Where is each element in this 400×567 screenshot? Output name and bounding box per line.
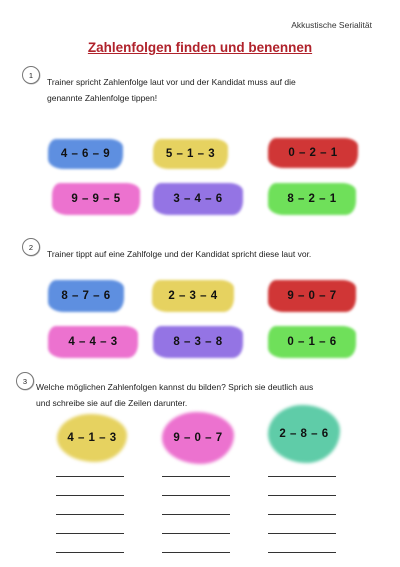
number-card-label: 0 – 2 – 1 <box>288 147 338 159</box>
number-bubble-teal <box>268 405 340 463</box>
number-card-pink[interactable] <box>52 183 140 215</box>
answer-line[interactable] <box>162 533 230 534</box>
number-card-label: 0 – 1 – 6 <box>287 336 337 348</box>
section-1-number: 1 <box>22 66 40 84</box>
number-card-red[interactable] <box>268 138 358 168</box>
number-card-label: 2 – 3 – 4 <box>168 290 218 302</box>
section-3-instruction-line1: Welche möglichen Zahlenfolgen kannst du bilden? Sprich sie deutlich aus <box>36 382 314 392</box>
answer-line[interactable] <box>162 514 230 515</box>
section-1-instruction-line1: Trainer spricht Zahlenfolge laut vor und der Kandidat muss auf die <box>47 77 296 87</box>
number-card-red[interactable] <box>268 280 356 312</box>
answer-line[interactable] <box>268 495 336 496</box>
number-bubble-yellow <box>57 414 127 462</box>
answer-line[interactable] <box>56 476 124 477</box>
number-card-green[interactable] <box>268 183 356 215</box>
number-card-yellow[interactable] <box>153 139 228 169</box>
number-card-blue[interactable] <box>48 280 124 312</box>
answer-line[interactable] <box>162 552 230 553</box>
section-1-instruction <box>47 74 296 106</box>
section-1-instruction-line2: genannte Zahlenfolge tippen! <box>47 93 158 103</box>
number-bubble-pink <box>162 412 234 464</box>
number-card-label: 3 – 4 – 6 <box>173 193 223 205</box>
number-card-blue[interactable] <box>48 139 123 169</box>
answer-line[interactable] <box>56 495 124 496</box>
answer-line[interactable] <box>268 533 336 534</box>
section-2-number: 2 <box>22 238 40 256</box>
number-bubble-label: 2 – 8 – 6 <box>279 428 329 440</box>
number-bubble-label: 4 – 1 – 3 <box>67 432 117 444</box>
header-note: Akkustische Serialität <box>291 20 372 30</box>
number-card-label: 8 – 7 – 6 <box>61 290 111 302</box>
number-card-purple[interactable] <box>153 326 243 358</box>
number-card-green[interactable] <box>268 326 356 358</box>
number-card-label: 5 – 1 – 3 <box>165 148 216 160</box>
answer-line[interactable] <box>56 552 124 553</box>
answer-line[interactable] <box>56 533 124 534</box>
number-card-purple[interactable] <box>153 183 243 215</box>
section-3-instruction-line2: und schreibe sie auf die Zeilen darunter. <box>36 398 188 408</box>
answer-line[interactable] <box>56 514 124 515</box>
answer-line[interactable] <box>268 552 336 553</box>
answer-line[interactable] <box>162 495 230 496</box>
number-card-yellow[interactable] <box>152 280 234 312</box>
number-bubble-label: 9 – 0 – 7 <box>173 432 223 444</box>
answer-line[interactable] <box>268 514 336 515</box>
answer-line[interactable] <box>268 476 336 477</box>
number-card-pink[interactable] <box>48 326 138 358</box>
section-2-instruction: Trainer tippt auf eine Zahlfolge und der Kandidat spricht diese laut vor. <box>47 249 312 259</box>
page-title: Zahlenfolgen finden und benennen <box>87 40 313 55</box>
answer-line[interactable] <box>162 476 230 477</box>
number-card-label: 8 – 3 – 8 <box>173 336 223 348</box>
section-3-number: 3 <box>16 372 34 390</box>
number-card-label: 8 – 2 – 1 <box>287 193 337 205</box>
number-card-label: 9 – 9 – 5 <box>71 193 121 205</box>
number-card-label: 4 – 6 – 9 <box>60 148 111 160</box>
number-card-label: 4 – 4 – 3 <box>68 336 118 348</box>
number-card-label: 9 – 0 – 7 <box>287 290 337 302</box>
